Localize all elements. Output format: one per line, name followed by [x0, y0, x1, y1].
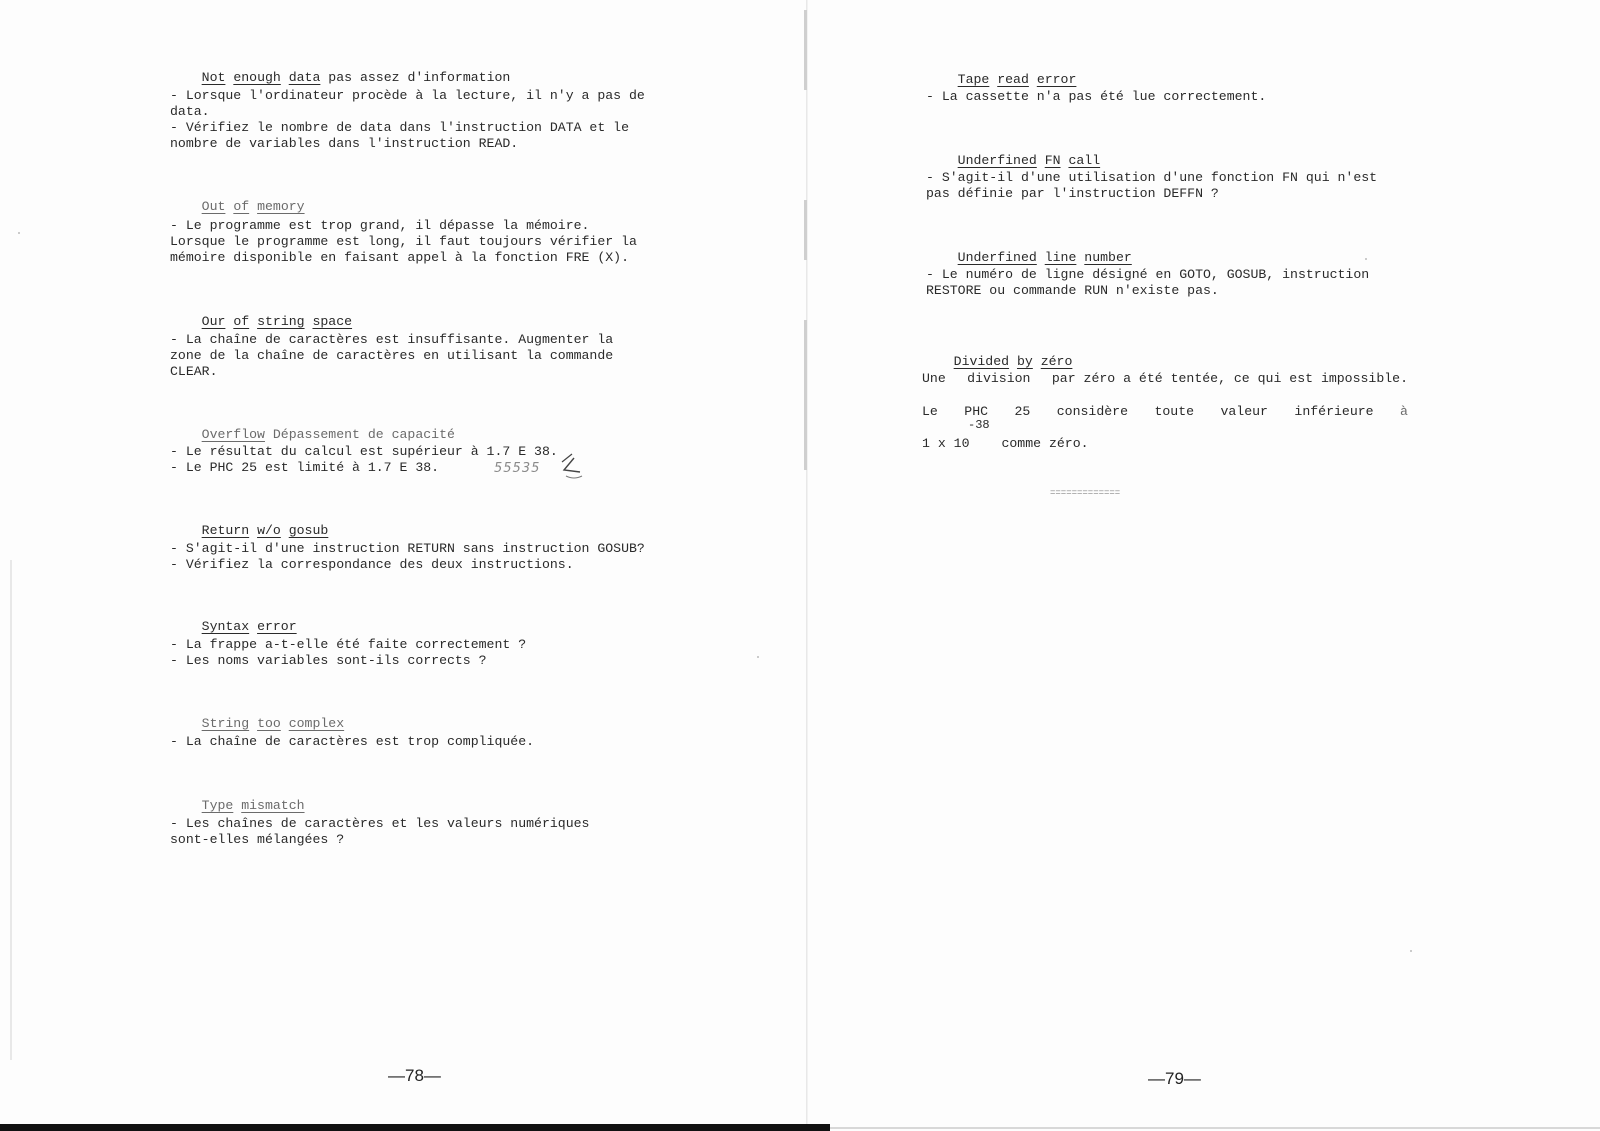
body-line: - S'agit-il d'une instruction RETURN sans instruction GOSUB?: [170, 541, 645, 556]
handwritten-note-text: 55535: [494, 461, 541, 476]
body-line: - Lorsque l'ordinateur procède à la lecture, il n'y a pas de: [170, 88, 645, 103]
body-line: zone de la chaîne de caractères en utilisant la commande: [170, 348, 614, 363]
heading-word: Tape: [957, 72, 990, 87]
heading-word: enough: [233, 70, 281, 85]
heading-word: FN: [1044, 153, 1061, 168]
body-line: - La chaîne de caractères est insuffisante. Augmenter la: [170, 332, 614, 347]
section-body-syntax-error: [170, 637, 526, 669]
separator: =============: [1050, 488, 1121, 498]
spine-mark: [804, 10, 807, 90]
justified-word: valeur: [1220, 404, 1268, 419]
heading-word: Not: [201, 70, 226, 85]
section-body-return-without-gosub: [170, 541, 645, 573]
body-line: - Vérifiez le nombre de data dans l'instruction DATA et le: [170, 120, 629, 135]
body-line: - Les noms variables sont-ils corrects ?: [170, 653, 487, 668]
heading-translation: pas assez d'information: [320, 70, 511, 85]
body-line: sont-elles mélangées ?: [170, 832, 345, 847]
body-line: pas définie par l'instruction DEFFN ?: [926, 186, 1219, 201]
heading-word: Underfined: [957, 153, 1037, 168]
spine-mark: [804, 320, 807, 470]
justified-word: toute: [1154, 404, 1195, 419]
heading-word: String: [201, 716, 250, 731]
speck: [757, 656, 759, 658]
heading-translation: Dépassement de capacité: [264, 427, 455, 442]
exponent: -38: [968, 418, 990, 432]
heading-word: Underfined: [957, 250, 1037, 265]
heading-word: Syntax: [201, 619, 250, 634]
justified-word: Le: [922, 404, 938, 419]
section-body-string-too-complex: [170, 734, 534, 750]
body-line: Lorsque le programme est long, il faut toujours vérifier la: [170, 234, 637, 249]
page-number-left: —78—: [388, 1066, 441, 1085]
body-line: - Les chaînes de caractères et les valeurs numériques: [170, 816, 590, 831]
heading-word: data: [288, 70, 321, 85]
heading-word: Our: [201, 314, 226, 329]
heading-word: line: [1044, 250, 1077, 265]
spine-shadow: [806, 0, 808, 1131]
speck: [1410, 950, 1412, 952]
le-line: [922, 404, 1408, 420]
body-line: - La frappe a-t-elle été faite correctement ?: [170, 637, 527, 652]
last-line-part: 1 x 10: [922, 436, 970, 451]
heading-word: error: [257, 619, 297, 634]
body-line: - Le résultat du calcul est supérieur à 1.7 E 38.: [170, 444, 558, 459]
heading-word: gosub: [288, 523, 329, 538]
justified-word: à: [1400, 404, 1408, 419]
heading-word: space: [312, 314, 353, 329]
heading-word: of: [233, 314, 250, 329]
section-body-tape-read-error: [926, 89, 1266, 105]
heading-word: by: [1016, 354, 1033, 369]
body-line: mémoire disponible en faisant appel à la fonction FRE (X).: [170, 250, 629, 265]
last-line: [922, 436, 1089, 452]
justified-word: division: [967, 371, 1031, 386]
section-body-not-enough-data: [170, 88, 645, 152]
justified-word: inférieure: [1294, 404, 1374, 419]
heading-word: w/o: [257, 523, 281, 538]
right-page: [800, 0, 1600, 1131]
heading-word: Out: [201, 199, 226, 214]
heading-word: complex: [288, 716, 345, 731]
justified-word: considère: [1056, 404, 1128, 419]
heading-word: call: [1068, 153, 1101, 168]
body-line: CLEAR.: [170, 364, 218, 379]
body-line: - Le PHC 25 est limité à 1.7 E 38.: [170, 460, 440, 475]
division-line: [922, 371, 1408, 387]
heading-word: Type: [201, 798, 234, 813]
heading-word: Divided: [953, 354, 1010, 369]
section-body-out-of-memory: [170, 218, 637, 266]
body-line: - La cassette n'a pas été lue correctement.: [926, 89, 1267, 104]
body-line: - Le programme est trop grand, il dépasse la mémoire.: [170, 218, 590, 233]
heading-word: too: [257, 716, 281, 731]
body-line: nombre de variables dans l'instruction READ.: [170, 136, 519, 151]
body-line: - Le numéro de ligne désigné en GOTO, GOSUB, instruction: [926, 267, 1370, 282]
bottom-edge: [830, 1127, 1600, 1129]
bottom-edge: [0, 1124, 830, 1131]
body-line: - S'agit-il d'une utilisation d'une fonction FN qui n'est: [926, 170, 1378, 185]
heading-word: Return: [201, 523, 250, 538]
page-number-right: —79—: [1148, 1069, 1201, 1088]
handwritten-note: [492, 448, 592, 484]
spine-mark: [804, 200, 807, 260]
body-line: - La chaîne de caractères est trop compliquée.: [170, 734, 535, 749]
last-line-part: comme zéro.: [1001, 436, 1089, 451]
section-body-undefined-fn-call: [926, 170, 1377, 202]
section-body-type-mismatch: [170, 816, 589, 848]
heading-word: string: [257, 314, 305, 329]
body-line: - Vérifiez la correspondance des deux instructions.: [170, 557, 574, 572]
speck: [1365, 258, 1367, 260]
heading-word: Overflow: [201, 427, 265, 442]
justified-word: PHC: [964, 404, 989, 419]
section-body-undefined-line-number: [926, 267, 1369, 299]
heading-word: memory: [257, 199, 305, 214]
justified-word: Une: [922, 371, 946, 386]
heading-word: of: [233, 199, 250, 214]
heading-word: read: [997, 72, 1029, 87]
heading-word: error: [1036, 72, 1077, 87]
justified-word: 25: [1014, 404, 1031, 419]
section-body-string-space: [170, 332, 613, 380]
heading-word: zéro: [1040, 354, 1073, 369]
page-edge: [10, 560, 12, 1060]
heading-word: number: [1084, 250, 1132, 265]
speck: [18, 232, 20, 234]
justified-word: par zéro a été tentée, ce qui est impossible.: [1051, 371, 1408, 386]
heading-word: mismatch: [241, 798, 305, 813]
body-line: data.: [170, 104, 210, 119]
body-line: RESTORE ou commande RUN n'existe pas.: [926, 283, 1219, 298]
